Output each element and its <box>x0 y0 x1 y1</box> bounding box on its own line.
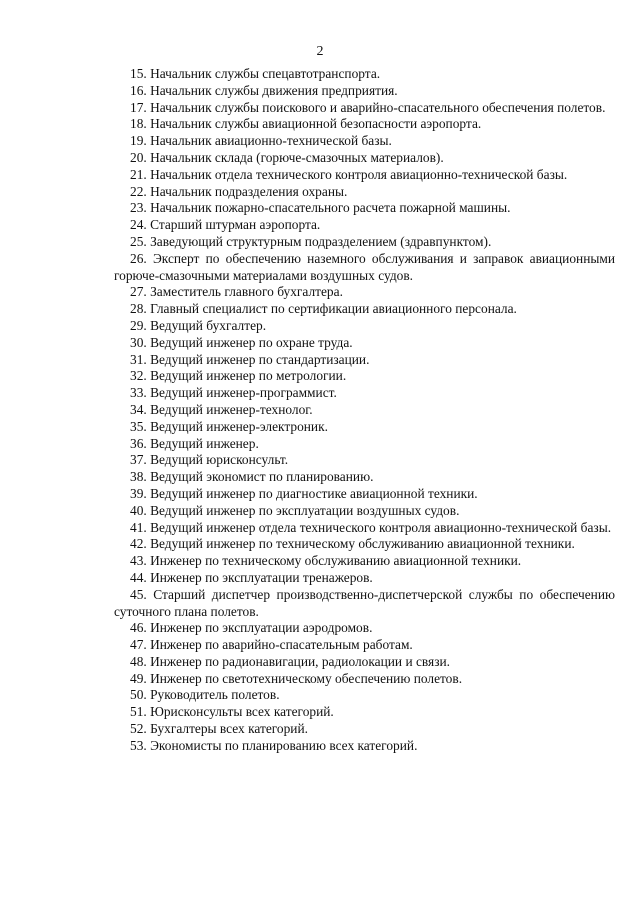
list-item: 43. Инженер по техническому обслуживанию авиационной техники. <box>130 553 522 569</box>
list-item: 51. Юрисконсульты всех категорий. <box>130 704 334 720</box>
list-item: 24. Старший штурман аэропорта. <box>130 217 321 233</box>
list-item: 18. Начальник службы авиационной безопасности аэропорта. <box>130 116 482 132</box>
list-item: 53. Экономисты по планированию всех категорий. <box>130 737 418 753</box>
page-number: 2 <box>316 44 324 59</box>
list-item: 42. Ведущий инженер по техническому обслуживанию авиационной техники. <box>130 536 575 552</box>
list-item: 21. Начальник отдела технического контроля авиационно-технической базы. <box>130 166 568 182</box>
list-item: 26. Эксперт по обеспечению наземного обслуживания и заправок авиационными горюче-смазочными материалами воздушных судов. <box>114 250 615 283</box>
list-item: 35. Ведущий инженер-электроник. <box>130 418 328 434</box>
list-item: 40. Ведущий инженер по эксплуатации воздушных судов. <box>130 502 460 518</box>
list-item: 17. Начальник службы поискового и аварийно-спасательного обеспечения полетов. <box>130 99 606 115</box>
list-item: 49. Инженер по светотехническому обеспечению полетов. <box>130 670 463 686</box>
list-item: 47. Инженер по аварийно-спасательным работам. <box>130 637 413 653</box>
list-item: 38. Ведущий экономист по планированию. <box>130 469 374 485</box>
list-item: 22. Начальник подразделения охраны. <box>130 183 348 199</box>
list-item: 20. Начальник склада (горюче-смазочных материалов). <box>130 149 444 165</box>
list-item: 50. Руководитель полетов. <box>130 687 280 703</box>
list-item: 36. Ведущий инженер. <box>130 435 259 451</box>
list-item: 27. Заместитель главного бухгалтера. <box>130 284 343 300</box>
list-item: 34. Ведущий инженер-технолог. <box>130 401 313 417</box>
list-item: 19. Начальник авиационно-технической базы. <box>130 133 392 149</box>
list-item: 23. Начальник пожарно-спасательного расчета пожарной машины. <box>130 200 511 216</box>
list-item: 41. Ведущий инженер отдела технического контроля авиационно-технической базы. <box>130 519 612 535</box>
list-item: 33. Ведущий инженер-программист. <box>130 385 337 401</box>
list-item: 32. Ведущий инженер по метрологии. <box>130 368 347 384</box>
list-item: 25. Заведующий структурным подразделением (здравпунктом). <box>130 233 492 249</box>
list-item: 52. Бухгалтеры всех категорий. <box>130 721 308 737</box>
list-item: 45. Старший диспетчер производственно-диспетчерской службы по обеспечению суточного плана полетов. <box>114 586 615 619</box>
list-item: 44. Инженер по эксплуатации тренажеров. <box>130 569 373 585</box>
list-item: 39. Ведущий инженер по диагностике авиационной техники. <box>130 485 478 501</box>
list-item: 29. Ведущий бухгалтер. <box>130 317 267 333</box>
list-item: 46. Инженер по эксплуатации аэродромов. <box>130 620 373 636</box>
list-item: 48. Инженер по радионавигации, радиолокации и связи. <box>130 653 451 669</box>
position-list <box>114 66 615 755</box>
list-item: 16. Начальник службы движения предприятия. <box>130 82 398 98</box>
list-item: 37. Ведущий юрисконсульт. <box>130 452 289 468</box>
list-item: 31. Ведущий инженер по стандартизации. <box>130 351 370 367</box>
list-item: 28. Главный специалист по сертификации авиационного персонала. <box>130 301 517 317</box>
list-item: 15. Начальник службы спецавтотранспорта. <box>130 66 381 81</box>
list-item: 30. Ведущий инженер по охране труда. <box>130 334 353 350</box>
